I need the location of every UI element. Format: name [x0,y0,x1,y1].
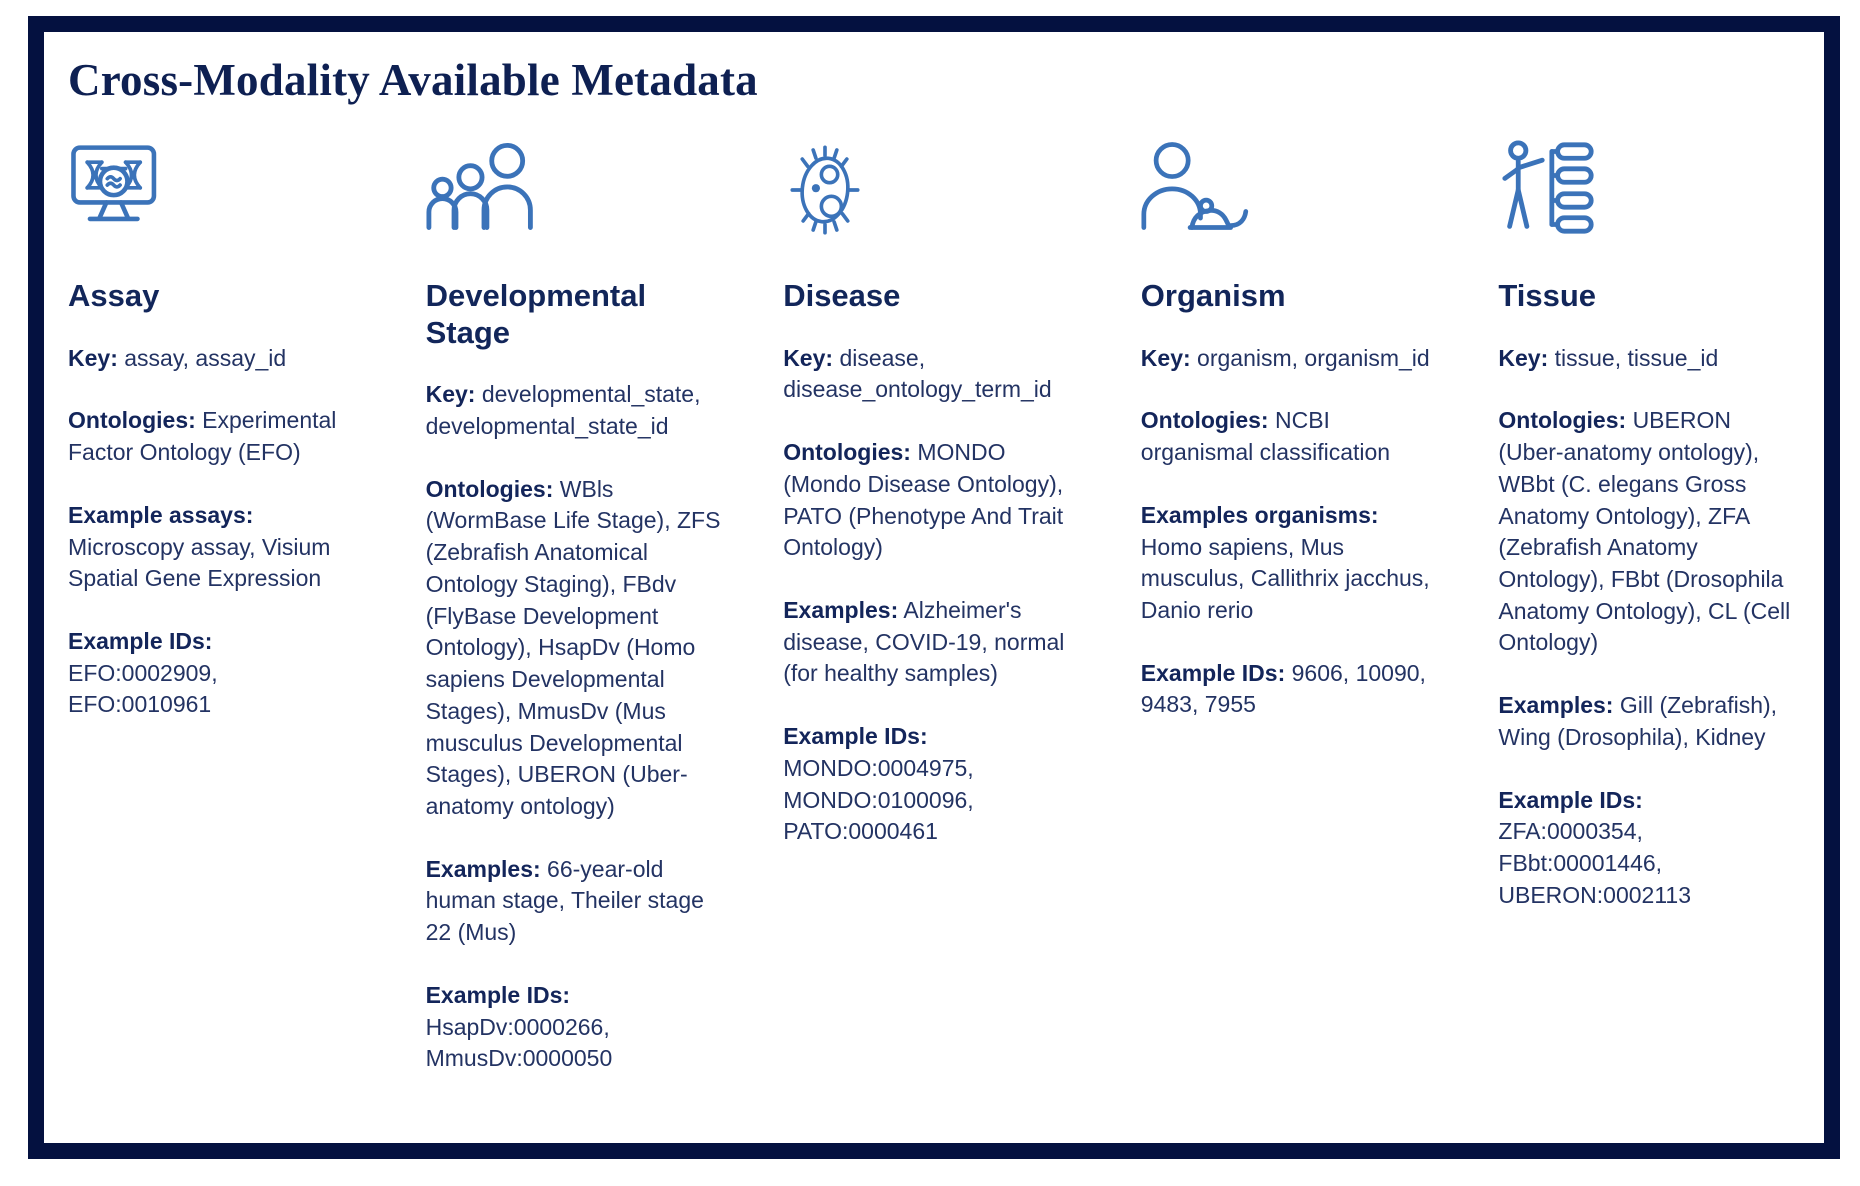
ontologies-value: Experimental Factor Ontology (EFO) [68,407,337,466]
key-label: Key: [68,344,118,371]
example-ids-label: Example IDs: [425,981,571,1008]
key-value: tissue, tissue_id [1554,344,1719,371]
assay-key-section [68,343,364,375]
key-value: disease, disease_ontology_term_id [783,344,1052,403]
example-ids-label: Example IDs: [1140,659,1286,686]
tissue-example-ids-section [1498,785,1794,912]
examples-label: Examples organisms: [1140,501,1379,528]
person-with-mouse-icon [1141,140,1437,236]
disease-examples-section [783,595,1079,690]
example-ids-value: MONDO:0004975, MONDO:0100096, PATO:0000461 [783,754,974,845]
ontologies-label: Ontologies: [425,475,554,502]
column-title-disease: Disease [783,278,901,313]
ontologies-value: NCBI organismal classification [1140,407,1391,466]
column-title-developmental-stage: Developmental Stage [425,278,647,350]
example-ids-label: Example IDs: [1498,786,1643,813]
ontologies-label: Ontologies: [1498,407,1627,434]
key-label: Key: [425,381,476,408]
organism-example-ids-section [1141,658,1437,721]
tissue-examples-section [1498,690,1794,753]
column-assay [68,140,364,1106]
example-ids-value: EFO:0002909, EFO:0010961 [68,659,218,718]
devstage-key-section [426,379,722,442]
examples-value: Gill (Zebrafish), Wing (Drosophila), Kidney [1498,692,1778,750]
tissue-key-section [1498,343,1794,375]
organism-key-section [1141,343,1437,375]
example-ids-value: HsapDv:0000266, MmusDv:0000050 [425,1013,613,1072]
ontologies-label: Ontologies: [68,407,196,434]
disease-ontologies-section [783,437,1079,564]
examples-value: Microscopy assay, Visium Spatial Gene Expression [68,533,331,592]
devstage-example-ids-section [426,980,722,1075]
anatomy-labels-icon [1498,140,1794,236]
ontologies-label: Ontologies: [1140,407,1269,434]
tissue-ontologies-section [1498,405,1794,659]
monitor-dna-icon [68,140,364,236]
examples-value: Alzheimer's disease, COVID-19, normal (for healthy samples) [783,596,1065,687]
examples-label: Examples: [1498,692,1614,719]
page-title: Cross-Modality Available Metadata [68,55,758,105]
ontologies-value: WBls (WormBase Life Stage), ZFS (Zebrafish Anatomical Ontology Staging), FBdv (FlyBase Development Ontology), HsapDv (Homo sapiens Developmental Stages), MmusDv (Mus musculus Developmental Stages), UBERON (Uber-anatomy ontology) [425,475,721,819]
disease-example-ids-section [783,721,1079,848]
ontologies-value: MONDO (Mondo Disease Ontology), PATO (Phenotype And Trait Ontology) [783,439,1064,561]
assay-ontologies-section [68,405,364,468]
ontologies-value: UBERON (Uber-anatomy ontology), WBbt (C. elegans Gross Anatomy Ontology), ZFA (Zebrafish Anatomy Ontology), FBbt (Drosophila Anatomy Ontology), CL (Cell Ontology) [1498,407,1791,656]
metadata-columns [68,140,1794,1106]
figure-frame [28,16,1840,1159]
examples-label: Examples: [425,855,541,882]
examples-value: Homo sapiens, Mus musculus, Callithrix jacchus, Danio rerio [1140,533,1430,623]
organism-examples-section [1141,500,1437,627]
organism-ontologies-section [1141,405,1437,468]
example-ids-value: ZFA:0000354, FBbt:00001446, UBERON:0002113 [1498,818,1692,908]
column-developmental-stage [426,140,722,1106]
examples-label: Example assays: [68,501,254,528]
examples-value: 66-year-old human stage, Theiler stage 22 (Mus) [425,855,704,946]
ontologies-label: Ontologies: [783,439,911,466]
disease-key-section [783,343,1079,406]
microbe-icon [783,140,1079,236]
column-tissue [1498,140,1794,1106]
key-value: organism, organism_id [1197,344,1430,371]
assay-example-ids-section [68,626,364,721]
key-value: developmental_state, developmental_state_id [425,381,701,439]
figure-content [44,32,1824,1106]
column-organism [1141,140,1437,1106]
key-label: Key: [1140,344,1191,371]
growing-people-icon [426,140,722,236]
example-ids-label: Example IDs: [783,723,928,750]
example-ids-label: Example IDs: [68,627,213,654]
key-label: Key: [783,344,834,371]
column-title-assay: Assay [68,278,160,313]
example-ids-value: 9606, 10090, 9483, 7955 [1140,659,1426,718]
key-value: assay, assay_id [124,344,287,371]
assay-examples-section [68,500,364,595]
devstage-examples-section [426,854,722,949]
column-title-tissue: Tissue [1498,278,1597,313]
column-title-organism: Organism [1140,278,1286,313]
examples-label: Examples: [783,596,899,623]
key-label: Key: [1498,344,1549,371]
column-disease [783,140,1079,1106]
devstage-ontologies-section [426,474,722,823]
